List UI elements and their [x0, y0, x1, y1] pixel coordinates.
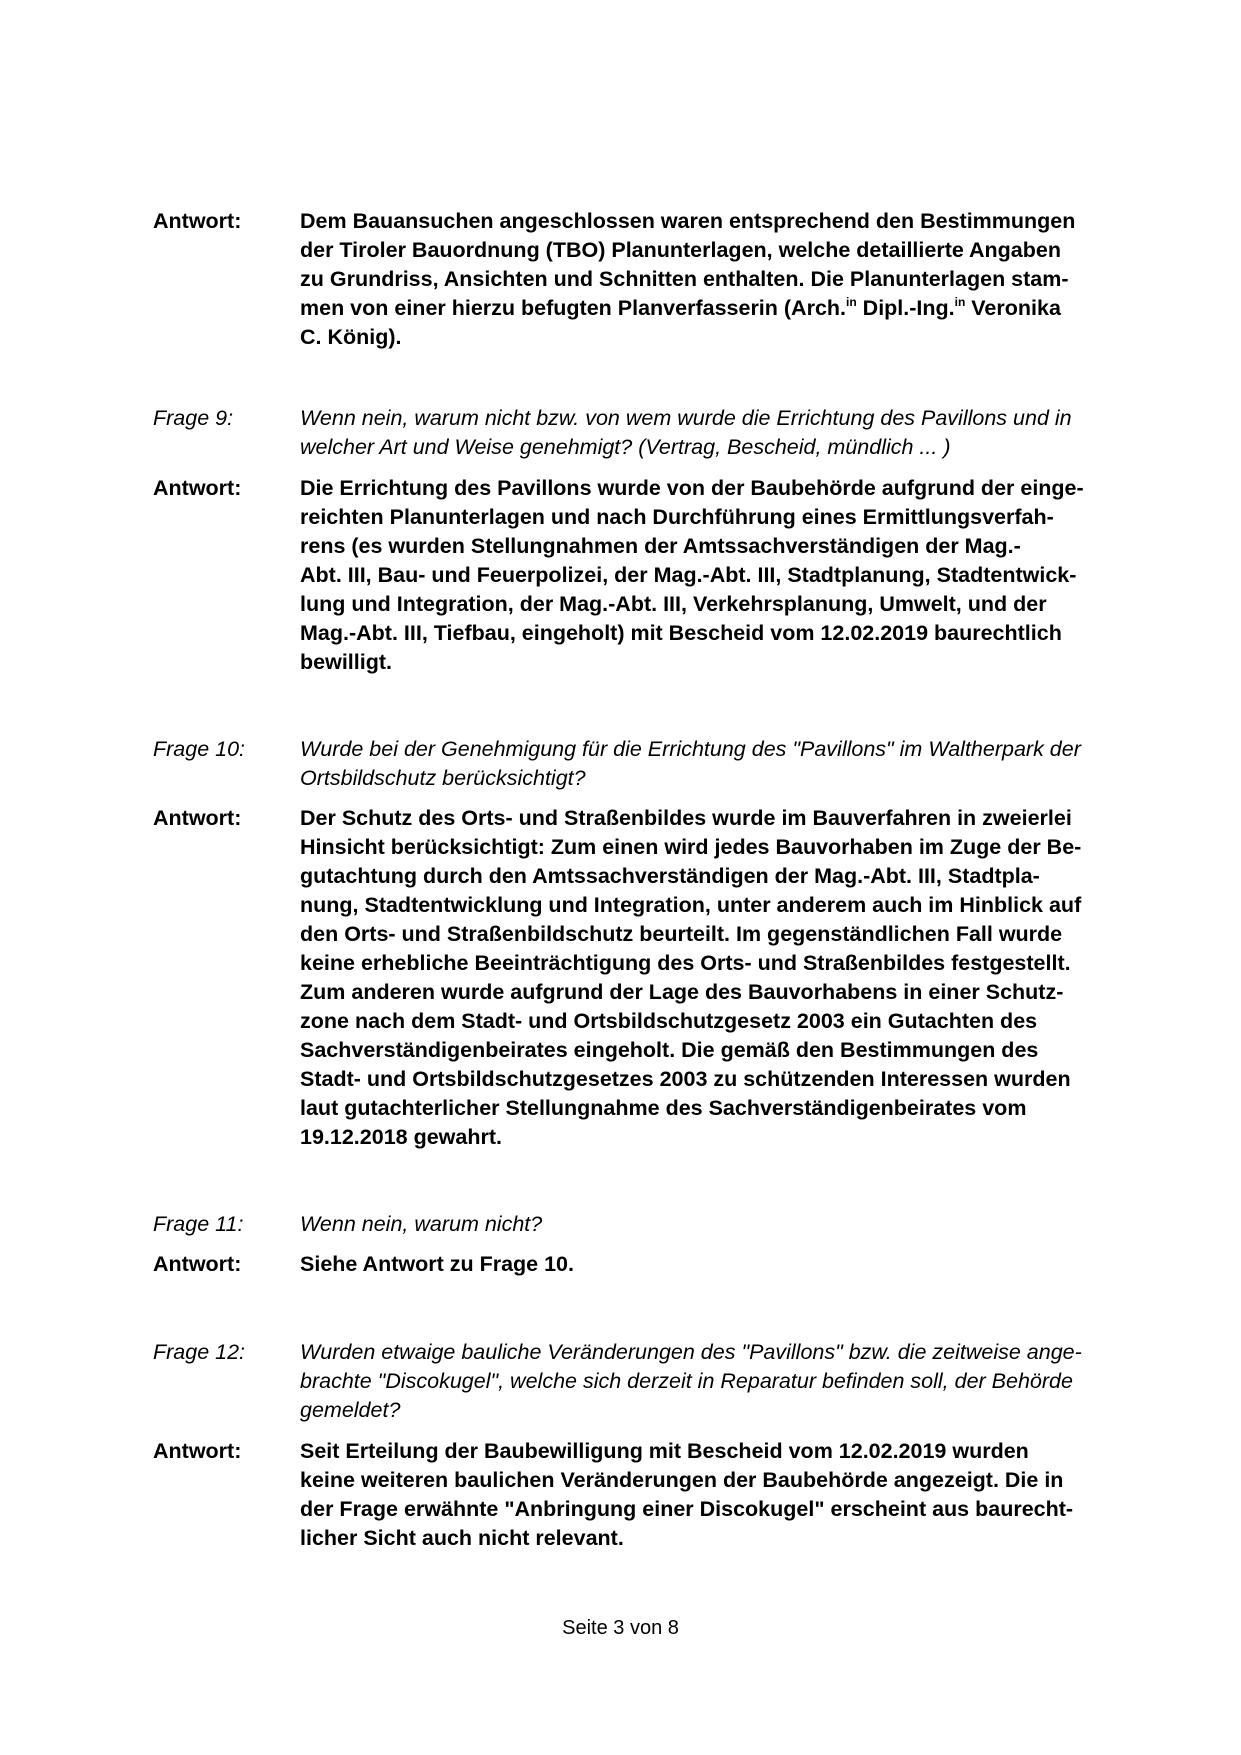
answer-text: [300, 1437, 1241, 1553]
text-line: welcher Art und Weise genehmigt? (Vertrag, Bescheid, mündlich ... ): [300, 435, 951, 459]
answer-text: [300, 207, 1241, 352]
text-line: der Frage erwähnte "Anbringung einer Discokugel" erscheint aus baurecht-: [300, 1497, 1074, 1521]
text-line: Stadt- und Ortsbildschutzgesetzes 2003 zu schützenden Interessen wurden: [300, 1067, 1071, 1091]
text-line: 19.12.2018 gewahrt.: [300, 1125, 502, 1149]
text-line: rens (es wurden Stellungnahmen der Amtssachverständigen der Mag.-: [300, 534, 1021, 558]
text-fragment: Veronika: [965, 296, 1061, 320]
answer-label: Antwort:: [153, 1439, 242, 1463]
text-line: keine erhebliche Beeinträchtigung des Orts- und Straßenbildes festgestellt.: [300, 951, 1071, 975]
answer-text: [300, 474, 1241, 677]
text-line: Wurden etwaige bauliche Veränderungen des "Pavillons" bzw. die zeitweise ange-: [300, 1340, 1082, 1364]
text-line: brachte "Discokugel", welche sich derzeit in Reparatur befinden soll, der Behörde: [300, 1369, 1073, 1393]
text-line: Zum anderen wurde aufgrund der Lage des Bauvorhabens in einer Schutz-: [300, 980, 1064, 1004]
text-line: Siehe Antwort zu Frage 10.: [300, 1252, 574, 1276]
superscript: in: [954, 295, 966, 309]
text-line: Hinsicht berücksichtigt: Zum einen wird jedes Bauvorhaben im Zuge der Be-: [300, 835, 1082, 859]
text-line: bewilligt.: [300, 650, 392, 674]
question-text: [300, 1338, 1241, 1425]
text-line: Die Errichtung des Pavillons wurde von der Baubehörde aufgrund der einge-: [300, 476, 1084, 500]
question-label: Frage 11:: [153, 1212, 244, 1236]
answer-label: Antwort:: [153, 806, 242, 830]
text-line: Seit Erteilung der Baubewilligung mit Bescheid vom 12.02.2019 wurden: [300, 1439, 1029, 1463]
question-text: [300, 404, 1241, 462]
answer-text: [300, 804, 1241, 1152]
text-line: Mag.-Abt. III, Tiefbau, eingeholt) mit Bescheid vom 12.02.2019 baurechtlich: [300, 621, 1062, 645]
text-line: lung und Integration, der Mag.-Abt. III, Verkehrsplanung, Umwelt, und der: [300, 592, 1047, 616]
text-line: Ortsbildschutz berücksichtigt?: [300, 766, 586, 790]
text-line: den Orts- und Straßenbildschutz beurteilt. Im gegenständlichen Fall wurde: [300, 922, 1063, 946]
text-line: keine weiteren baulichen Veränderungen der Baubehörde angezeigt. Die in: [300, 1468, 1064, 1492]
superscript: in: [846, 295, 857, 309]
text-line: Abt. III, Bau- und Feuerpolizei, der Mag.-Abt. III, Stadtplanung, Stadtentwick-: [300, 563, 1077, 587]
text-line: Wenn nein, warum nicht bzw. von wem wurde die Errichtung des Pavillons und in: [300, 406, 1072, 430]
text-line: C. König).: [300, 325, 402, 349]
text-line: Sachverständigenbeirates eingeholt. Die gemäß den Bestimmungen des: [300, 1038, 1039, 1062]
question-label: Frage 9:: [153, 406, 234, 430]
text-line: laut gutachterlicher Stellungnahme des Sachverständigenbeirates vom: [300, 1096, 1027, 1120]
text-line: Der Schutz des Orts- und Straßenbildes wurde im Bauverfahren in zweierlei: [300, 806, 1072, 830]
question-label: Frage 10:: [153, 737, 246, 761]
question-text: [300, 1210, 1241, 1239]
answer-label: Antwort:: [153, 1252, 242, 1276]
question-label: Frage 12:: [153, 1340, 246, 1364]
text-fragment: men von einer hierzu befugten Planverfasserin (Arch.: [300, 296, 847, 320]
text-line: zu Grundriss, Ansichten und Schnitten enthalten. Die Planunterlagen stam-: [300, 267, 1069, 291]
text-line: Dem Bauansuchen angeschlossen waren entsprechend den Bestimmungen: [300, 209, 1076, 233]
answer-label: Antwort:: [153, 476, 242, 500]
answer-label: Antwort:: [153, 209, 242, 233]
text-line: [300, 294, 1241, 323]
text-line: gemeldet?: [300, 1398, 401, 1422]
answer-text: [300, 1250, 1241, 1279]
text-line: nung, Stadtentwicklung und Integration, unter anderem auch im Hinblick auf: [300, 893, 1082, 917]
text-line: gutachtung durch den Amtssachverständigen der Mag.-Abt. III, Stadtpla-: [300, 864, 1040, 888]
page-number-footer: Seite 3 von 8: [562, 1617, 679, 1639]
question-text: [300, 735, 1241, 793]
text-line: zone nach dem Stadt- und Ortsbildschutzgesetz 2003 ein Gutachten des: [300, 1009, 1038, 1033]
text-line: der Tiroler Bauordnung (TBO) Planunterlagen, welche detaillierte Angaben: [300, 238, 1061, 262]
text-line: Wenn nein, warum nicht?: [300, 1212, 543, 1236]
text-line: Wurde bei der Genehmigung für die Errichtung des "Pavillons" im Waltherpark der: [300, 737, 1081, 761]
text-line: reichten Planunterlagen und nach Durchführung eines Ermittlungsverfah-: [300, 505, 1054, 529]
text-line: licher Sicht auch nicht relevant.: [300, 1526, 624, 1550]
text-fragment: Dipl.-Ing.: [856, 296, 955, 320]
